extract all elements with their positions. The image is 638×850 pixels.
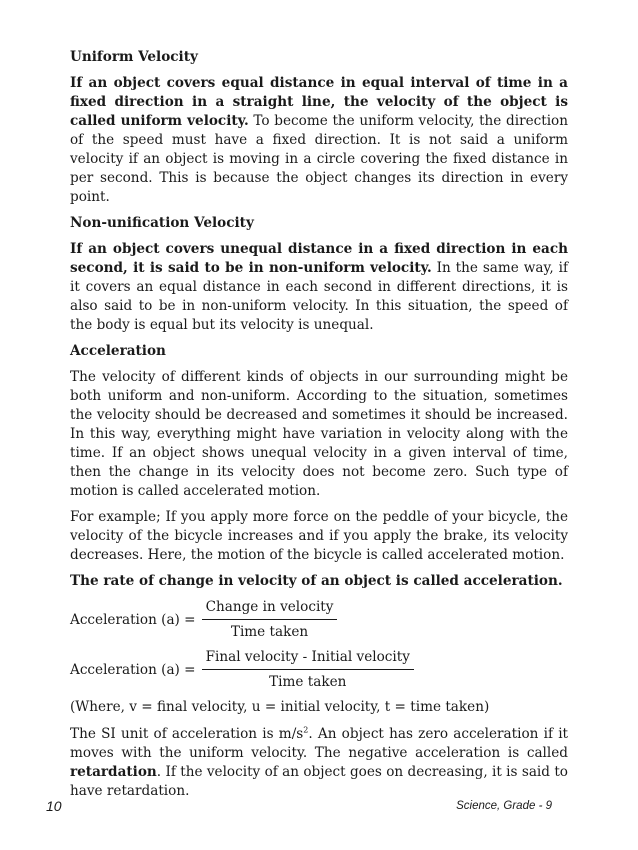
text-uniform-velocity: To become the uniform velocity, the direction of the speed must have a fixed direction. It is not said a uniform velocity if an object is moving in a circle covering the fixed distance in per second. This is because the object changes its direction in every point. [70, 113, 568, 205]
paragraph-acceleration-example: For example; If you apply more force on the peddle of your bicycle, the velocity of the bicycle increases and if you apply the brake, its velocity decreases. Here, the motion of the bicycle is called accelerated motion. [70, 509, 568, 563]
definition-non-uniform-velocity: If an object covers unequal distance in a fixed direction in each second, it is said to be in non-uniform velocity. [70, 241, 568, 276]
heading-uniform-velocity: Uniform Velocity [70, 49, 198, 65]
book-title: Science, Grade - 9 [456, 800, 552, 812]
si-text-2: . An object has zero acceleration if it moves with the uniform velocity. The negative acceleration is called [70, 726, 568, 761]
formula2-fraction [202, 648, 414, 692]
definition-acceleration [70, 572, 568, 591]
si-text-3: . If the velocity of an object goes on decreasing, it is said to have retardation. [70, 764, 568, 799]
formula1-numerator: Change in velocity [202, 598, 338, 620]
paragraph-acceleration-intro: The velocity of different kinds of objects in our surrounding might be both uniform and non-uniform. According to the situation, sometimes the velocity should be decreased and sometimes it should be increased. In this way, everything might have variation in velocity along with the time. If an object shows unequal velocity in a given interval of time, then the change in its velocity does not become zero. Such type of motion is called accelerated motion. [70, 369, 568, 499]
formula1-fraction [202, 598, 338, 642]
formula1-denominator: Time taken [230, 624, 309, 640]
heading-acceleration: Acceleration [70, 343, 166, 359]
formula2-lhs: Acceleration (a) = [70, 661, 196, 678]
paragraph-non-uniform-velocity [70, 240, 568, 335]
formula-change-in-velocity [70, 598, 568, 642]
formula-final-initial-velocity [70, 648, 568, 692]
text-non-uniform-velocity: In the same way, if it covers an equal distance in each second in different directions, it is also said to be in non-uniform velocity. In this situation, the speed of the body is equal but its velocity is unequal. [70, 260, 568, 333]
definition-uniform-velocity: If an object covers equal distance in equal interval of time in a fixed direction in a straight line, the velocity of the object is called uniform velocity. [70, 75, 568, 129]
page-content [70, 48, 568, 808]
paragraph-si-unit [70, 725, 568, 801]
si-superscript: 2 [303, 725, 309, 735]
page-number: 10 [46, 798, 62, 814]
formula1-lhs: Acceleration (a) = [70, 611, 196, 628]
si-text-1: The SI unit of acceleration is m/s [70, 726, 304, 742]
formula2-numerator: Final velocity - Initial velocity [202, 648, 414, 670]
paragraph-uniform-velocity [70, 74, 568, 207]
formula2-denominator: Time taken [269, 674, 347, 690]
where-note: (Where, v = final velocity, u = initial velocity, t = time taken) [70, 699, 490, 715]
retardation-term: retardation [70, 764, 157, 780]
heading-non-uniform-velocity: Non-unification Velocity [70, 215, 254, 231]
definition-acceleration-text: The rate of change in velocity of an object is called acceleration. [70, 573, 563, 589]
